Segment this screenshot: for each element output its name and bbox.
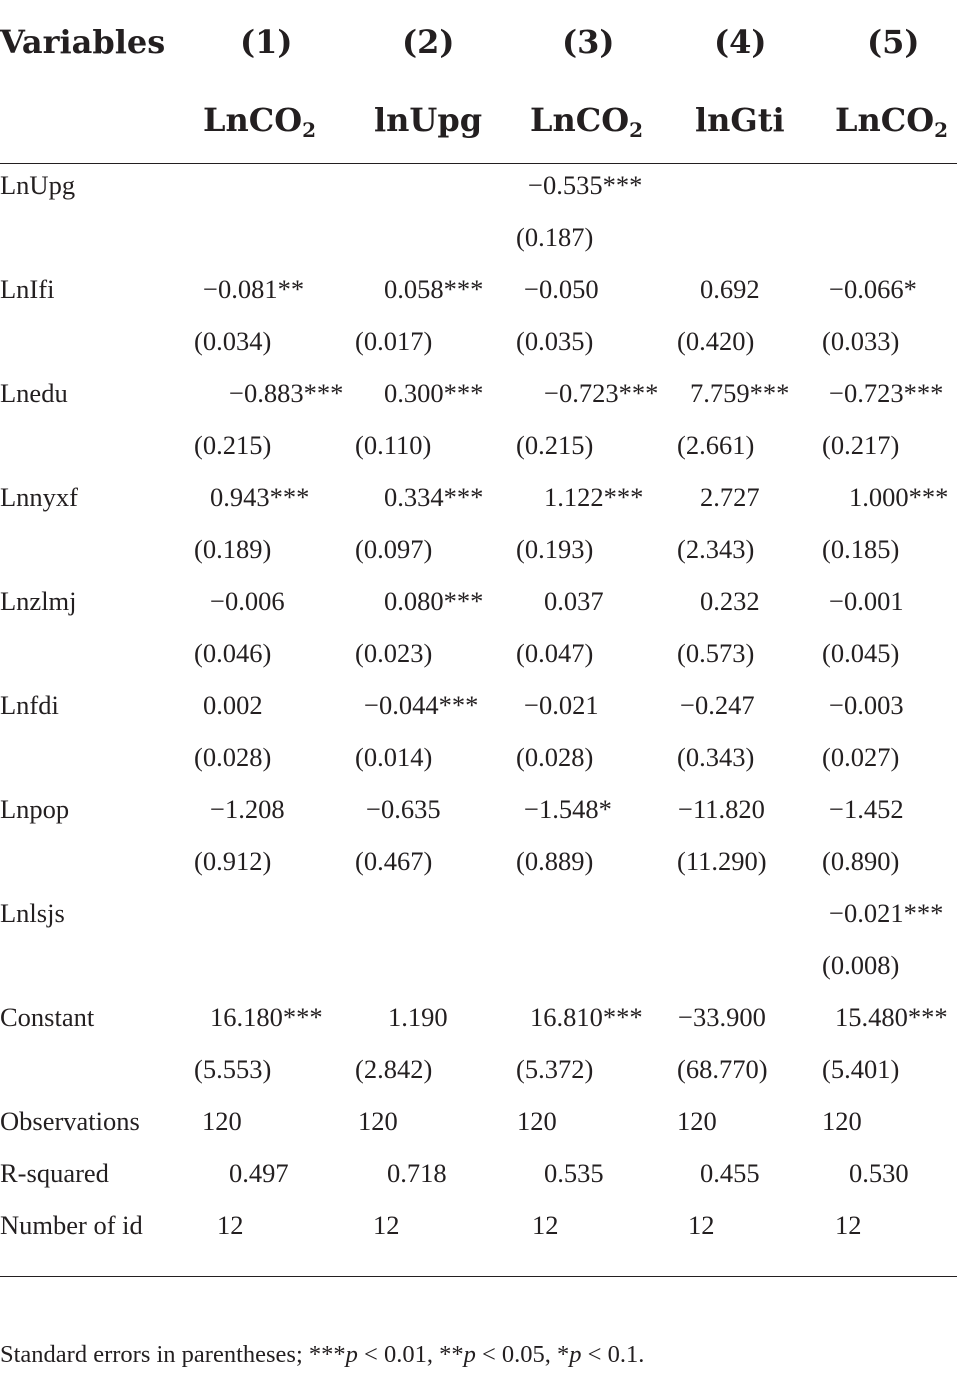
std-error-cell: (0.028) — [194, 742, 272, 772]
coefficient-cell: 1.000*** — [849, 482, 949, 512]
coefficient-cell: −0.723*** — [544, 378, 659, 408]
coefficient-cell: 7.759*** — [690, 378, 790, 408]
coefficient-cell: −1.548* — [524, 794, 612, 824]
stat-value-cell: 0.455 — [700, 1158, 760, 1188]
std-error-cell: (0.045) — [822, 638, 900, 668]
std-error-cell: (0.189) — [194, 534, 272, 564]
coefficient-cell: −0.066* — [829, 274, 917, 304]
coefficient-cell: −0.006 — [210, 586, 285, 616]
std-error-cell: (68.770) — [677, 1054, 768, 1084]
coefficient-cell: 0.058*** — [384, 274, 484, 304]
coefficient-cell: −0.001 — [829, 586, 904, 616]
coefficient-cell: 0.300*** — [384, 378, 484, 408]
coefficient-cell: −0.635 — [366, 794, 441, 824]
coefficient-cell: −0.535*** — [528, 170, 643, 200]
std-error-cell: (0.889) — [516, 846, 594, 876]
row-label: Lnedu — [0, 378, 68, 408]
stat-label: Observations — [0, 1106, 140, 1136]
std-error-cell: (0.912) — [194, 846, 272, 876]
std-error-cell: (0.047) — [516, 638, 594, 668]
row-label: LnUpg — [0, 170, 76, 200]
column-number-2: (2) — [402, 23, 455, 61]
coefficient-cell: −0.044*** — [364, 690, 479, 720]
std-error-cell: (0.023) — [355, 638, 433, 668]
coefficient-cell: 0.080*** — [384, 586, 484, 616]
std-error-cell: (5.372) — [516, 1054, 594, 1084]
stat-value-cell: 120 — [822, 1106, 862, 1136]
stat-value-cell: 120 — [358, 1106, 398, 1136]
std-error-cell: (0.014) — [355, 742, 433, 772]
variables-header: Variables — [0, 23, 166, 61]
coefficient-cell: −0.021*** — [829, 898, 944, 928]
coefficient-cell: 0.334*** — [384, 482, 484, 512]
std-error-cell: (0.215) — [194, 430, 272, 460]
coefficient-cell: −11.820 — [678, 794, 765, 824]
std-error-cell: (5.553) — [194, 1054, 272, 1084]
std-error-cell: (0.046) — [194, 638, 272, 668]
std-error-cell: (0.187) — [516, 222, 594, 252]
std-error-cell: (0.420) — [677, 326, 755, 356]
coefficient-cell: 1.122*** — [544, 482, 644, 512]
row-label: LnIfi — [0, 274, 55, 304]
header-rule — [0, 163, 957, 164]
coefficient-cell: 16.810*** — [530, 1002, 643, 1032]
std-error-cell: (0.193) — [516, 534, 594, 564]
stat-label: R-squared — [0, 1158, 109, 1188]
std-error-cell: (0.215) — [516, 430, 594, 460]
stat-value-cell: 0.718 — [387, 1158, 447, 1188]
coefficient-cell: 16.180*** — [210, 1002, 323, 1032]
std-error-cell: (0.573) — [677, 638, 755, 668]
std-error-cell: (0.467) — [355, 846, 433, 876]
coefficient-cell: −0.723*** — [829, 378, 944, 408]
stat-value-cell: 0.497 — [229, 1158, 289, 1188]
stat-label: Number of id — [0, 1210, 143, 1240]
row-label: Lnpop — [0, 794, 70, 824]
coefficient-cell: 0.943*** — [210, 482, 310, 512]
std-error-cell: (2.842) — [355, 1054, 433, 1084]
stat-value-cell: 12 — [835, 1210, 862, 1240]
row-label: Lnnyxf — [0, 482, 79, 512]
std-error-cell: (0.017) — [355, 326, 433, 356]
coefficient-cell: −0.021 — [524, 690, 599, 720]
std-error-cell: (2.343) — [677, 534, 755, 564]
stat-value-cell: 12 — [373, 1210, 400, 1240]
std-error-cell: (0.097) — [355, 534, 433, 564]
std-error-cell: (0.343) — [677, 742, 755, 772]
coefficient-cell: 15.480*** — [835, 1002, 948, 1032]
row-label: Constant — [0, 1002, 95, 1032]
std-error-cell: (0.110) — [355, 430, 432, 460]
std-error-cell: (0.185) — [822, 534, 900, 564]
stat-value-cell: 12 — [217, 1210, 244, 1240]
coefficient-cell: −33.900 — [678, 1002, 766, 1032]
coefficient-cell: −1.208 — [210, 794, 285, 824]
stat-value-cell: 12 — [532, 1210, 559, 1240]
stat-value-cell: 120 — [202, 1106, 242, 1136]
bottom-rule — [0, 1276, 957, 1277]
coefficient-cell: 1.190 — [388, 1002, 448, 1032]
stat-value-cell: 12 — [688, 1210, 715, 1240]
coefficient-cell: −0.081** — [203, 274, 305, 304]
dependent-variable-1: LnCO$_2$ — [203, 101, 317, 142]
dependent-variable-3: LnCO$_2$ — [530, 101, 644, 142]
coefficient-cell: −0.247 — [680, 690, 755, 720]
std-error-cell: (0.217) — [822, 430, 900, 460]
row-label: Lnzlmj — [0, 586, 77, 616]
column-number-3: (3) — [562, 23, 615, 61]
std-error-cell: (0.008) — [822, 950, 900, 980]
footnote: Standard errors in parentheses; ***p < 0.01, **p < 0.05, *p < 0.1. — [0, 1341, 645, 1368]
coefficient-cell: 0.002 — [203, 690, 263, 720]
row-label: Lnlsjs — [0, 898, 65, 928]
coefficient-cell: −0.050 — [524, 274, 599, 304]
stat-value-cell: 0.535 — [544, 1158, 604, 1188]
stat-value-cell: 0.530 — [849, 1158, 909, 1188]
std-error-cell: (2.661) — [677, 430, 755, 460]
std-error-cell: (0.890) — [822, 846, 900, 876]
stat-value-cell: 120 — [517, 1106, 557, 1136]
std-error-cell: (0.028) — [516, 742, 594, 772]
std-error-cell: (0.035) — [516, 326, 594, 356]
row-label: Lnfdi — [0, 690, 59, 720]
coefficient-cell: −1.452 — [829, 794, 904, 824]
coefficient-cell: 0.232 — [700, 586, 760, 616]
coefficient-cell: −0.883*** — [229, 378, 344, 408]
dependent-variable-2: lnUpg — [374, 101, 483, 139]
std-error-cell: (0.027) — [822, 742, 900, 772]
stat-value-cell: 120 — [677, 1106, 717, 1136]
dependent-variable-4: lnGti — [695, 101, 785, 139]
std-error-cell: (0.033) — [822, 326, 900, 356]
coefficient-cell: 0.692 — [700, 274, 760, 304]
coefficient-cell: 2.727 — [700, 482, 760, 512]
std-error-cell: (11.290) — [677, 846, 767, 876]
column-number-1: (1) — [240, 23, 293, 61]
column-number-4: (4) — [714, 23, 767, 61]
std-error-cell: (0.034) — [194, 326, 272, 356]
std-error-cell: (5.401) — [822, 1054, 900, 1084]
dependent-variable-5: LnCO$_2$ — [835, 101, 949, 142]
column-number-5: (5) — [867, 23, 920, 61]
coefficient-cell: 0.037 — [544, 586, 604, 616]
coefficient-cell: −0.003 — [829, 690, 904, 720]
